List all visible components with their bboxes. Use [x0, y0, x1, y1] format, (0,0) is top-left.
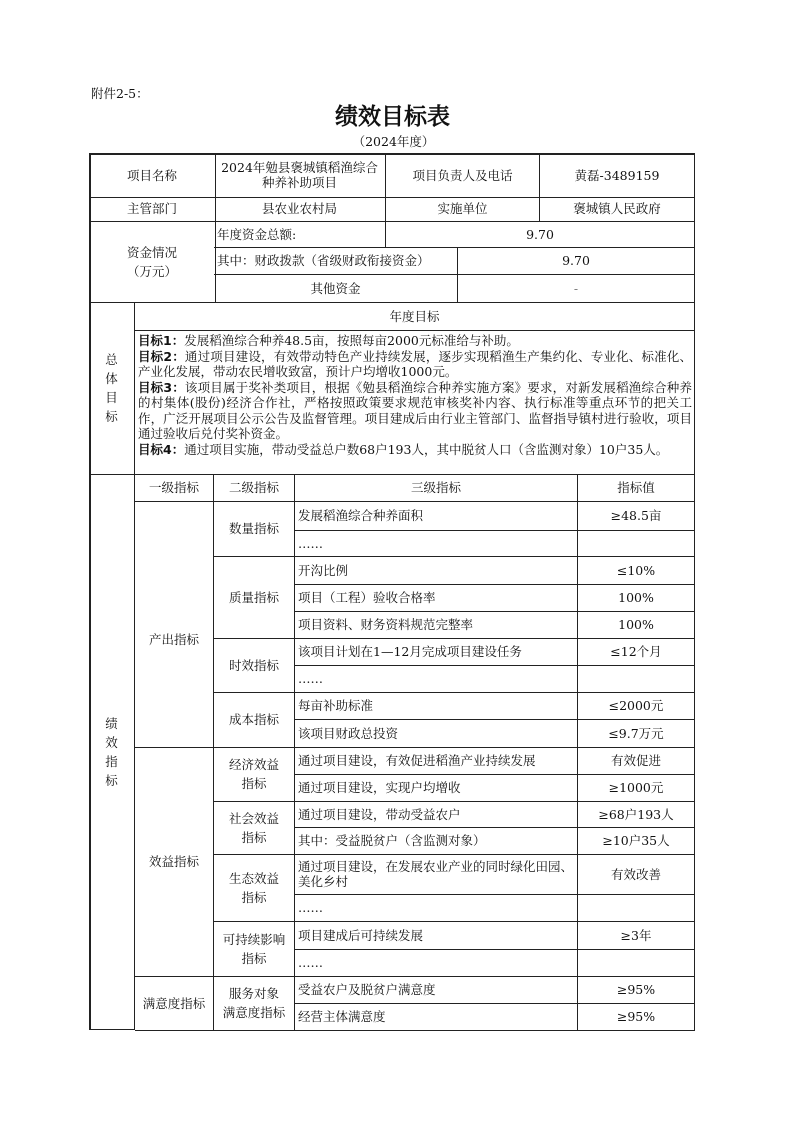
level2-indicator-line: 生态效益	[228, 870, 279, 886]
indicator-value: ≥1000元	[578, 774, 695, 802]
performance-table	[89, 153, 695, 1029]
level1-indicator: 满意度指标	[135, 976, 214, 1031]
indicator-value	[578, 894, 695, 922]
annual-goals-body	[135, 330, 695, 475]
overall-label-char: 体	[105, 371, 118, 386]
level1-indicator: 产出指标	[135, 501, 214, 748]
goal-tag: 目标1：	[138, 333, 185, 348]
goal-item	[138, 333, 692, 349]
indicator-value: 100%	[578, 611, 695, 639]
impl-label: 实施单位	[386, 196, 540, 222]
col-header-level3: 三级指标	[295, 474, 578, 502]
page-subtitle-text: （2024年度）	[352, 134, 435, 149]
indicator-name: 通过项目建设，有效促进稻渔产业持续发展	[295, 747, 578, 775]
col-header-level1: 一级指标	[135, 474, 214, 502]
goal-item	[138, 442, 692, 458]
indicator-value: ≥10户35人	[578, 827, 695, 855]
indicators-label-char: 效	[105, 734, 118, 750]
indicator-name: ……	[295, 665, 578, 693]
fiscal-funds-value: 9.70	[458, 247, 695, 275]
level1-indicator: 效益指标	[135, 747, 214, 977]
indicator-name: 通过项目建设，实现户均增收	[295, 774, 578, 802]
indicators-label-char: 绩	[105, 715, 118, 731]
indicators-label	[89, 474, 135, 1030]
goal-tag: 目标3：	[138, 379, 185, 395]
level2-indicator	[214, 747, 295, 802]
indicator-name: 其中：受益脱贫户（含监测对象）	[295, 827, 578, 855]
level2-indicator-line: 指标	[241, 950, 267, 966]
level2-indicator	[214, 556, 295, 639]
indicator-name: ……	[295, 530, 578, 557]
goal-text: 通过项目建设，有效带动特色产业持续发展，逐步实现稻渔生产集约化、专业化、标准化、产业化发展，带动农民增收致富，预计户均增收1000元。	[138, 348, 692, 379]
indicator-value: ≤9.7万元	[578, 719, 695, 748]
goal-tag: 目标4：	[138, 441, 185, 457]
goal-text: 发展稻渔综合种养48.5亩，按照每亩2000元标准给与补助。	[184, 333, 519, 348]
indicator-name: 发展稻渔综合种养面积	[295, 501, 578, 531]
indicator-name: ……	[295, 949, 578, 977]
indicator-value: ≥68户193人	[578, 801, 695, 828]
indicator-value	[578, 530, 695, 557]
indicator-value: 100%	[578, 584, 695, 612]
total-funds-label: 年度资金总额:	[214, 221, 386, 248]
level2-indicator-line: 指标	[241, 889, 267, 905]
indicator-value: ≤2000元	[578, 692, 695, 720]
attachment-label: 附件2-5：	[91, 86, 149, 101]
page-title	[0, 98, 793, 131]
goal-text: 该项目属于奖补类项目，根据《勉县稻渔综合种养实施方案》要求，对新发展稻渔综合种养的村集体(股份)经济合作社，严格按照政策要求规范审核奖补内容、执行标准等重点环节的把关工作，广泛开展项目公示公告及监督管理。项目建成后由行业主管部门、监督指导镇村进行验收，项目通过验收后兑付奖补资金。	[138, 379, 692, 441]
level2-indicator	[214, 921, 295, 977]
project-name-value: 2024年勉县褒城镇稻渔综合种养补助项目	[214, 153, 386, 198]
indicator-value: ≥3年	[578, 921, 695, 950]
funds-label-line2: （万元）	[126, 263, 177, 279]
page-subtitle	[0, 132, 793, 150]
indicator-value: ≥95%	[578, 1003, 695, 1031]
owner-value: 黄磊-3489159	[540, 153, 695, 198]
indicator-name: 受益农户及脱贫户满意度	[295, 976, 578, 1004]
level2-indicator	[214, 801, 295, 855]
level2-indicator-line: 指标	[241, 829, 267, 845]
level2-indicator	[214, 638, 295, 693]
col-header-value: 指标值	[578, 474, 695, 502]
indicator-name: 通过项目建设，带动受益农户	[295, 801, 578, 828]
indicator-value: ≤10%	[578, 556, 695, 585]
indicator-value	[578, 949, 695, 977]
other-funds-label: 其他资金	[214, 274, 458, 303]
total-funds-value: 9.70	[386, 221, 695, 248]
indicator-name: 经营主体满意度	[295, 1003, 578, 1031]
funds-label	[89, 221, 216, 303]
indicator-value: ≤12个月	[578, 638, 695, 666]
other-funds-value: -	[458, 274, 695, 303]
dept-label: 主管部门	[89, 196, 216, 222]
indicators-label-char: 指	[105, 753, 118, 769]
goal-item	[138, 349, 692, 380]
indicator-name: 通过项目建设，在发展农业产业的同时绿化田园、美化乡村	[295, 854, 578, 895]
indicator-name: 项目资料、财务资料规范完整率	[295, 611, 578, 639]
level2-indicator-line: 成本指标	[228, 712, 279, 727]
goal-item	[138, 380, 692, 442]
indicator-value	[578, 665, 695, 693]
indicator-name: ……	[295, 894, 578, 922]
indicator-name: 项目建成后可持续发展	[295, 921, 578, 950]
project-name-label: 项目名称	[89, 153, 216, 198]
indicator-name: 该项目财政总投资	[295, 719, 578, 748]
indicator-name: 每亩补助标准	[295, 692, 578, 720]
level2-indicator-line: 数量指标	[228, 521, 279, 536]
level2-indicator-line: 可持续影响	[222, 931, 286, 947]
indicator-name: 开沟比例	[295, 556, 578, 585]
level2-indicator-line: 服务对象	[228, 986, 279, 1001]
level2-indicator-line: 质量指标	[228, 589, 279, 605]
level2-indicator	[214, 854, 295, 922]
indicator-value: 有效改善	[578, 854, 695, 895]
goal-tag: 目标2：	[138, 348, 185, 364]
indicator-name: 项目（工程）验收合格率	[295, 584, 578, 612]
col-header-level2: 二级指标	[214, 474, 295, 502]
overall-label-char: 总	[105, 352, 118, 367]
impl-value: 褒城镇人民政府	[540, 196, 695, 222]
indicator-name: 该项目计划在1—12月完成项目建设任务	[295, 638, 578, 666]
level2-indicator-line: 满意度指标	[222, 1005, 286, 1020]
level2-indicator-line: 社会效益	[228, 810, 279, 826]
fiscal-funds-label: 其中：财政拨款（省级财政衔接资金）	[214, 247, 458, 275]
level2-indicator-line: 指标	[241, 776, 267, 791]
goal-text: 通过项目实施，带动受益总户数68户193人，其中脱贫人口（含监测对象）10户35人。	[184, 441, 669, 457]
indicator-value: ≥48.5亩	[578, 501, 695, 531]
dept-value: 县农业农村局	[214, 196, 386, 222]
owner-label: 项目负责人及电话	[386, 153, 540, 198]
indicators-label-char: 标	[105, 772, 118, 788]
overall-label-char: 目	[105, 390, 118, 405]
overall-goals-label	[89, 302, 135, 475]
indicator-value: ≥95%	[578, 976, 695, 1004]
annual-goals-header: 年度目标	[135, 302, 695, 331]
level2-indicator-line: 经济效益	[228, 757, 279, 772]
level2-indicator	[214, 692, 295, 748]
funds-label-line1: 资金情况	[126, 244, 177, 260]
level2-indicator	[214, 976, 295, 1031]
page-title-text: 绩效目标表	[335, 104, 450, 130]
level2-indicator	[214, 501, 295, 557]
indicator-value: 有效促进	[578, 747, 695, 775]
overall-label-char: 标	[105, 409, 118, 424]
level2-indicator-line: 时效指标	[228, 657, 279, 673]
